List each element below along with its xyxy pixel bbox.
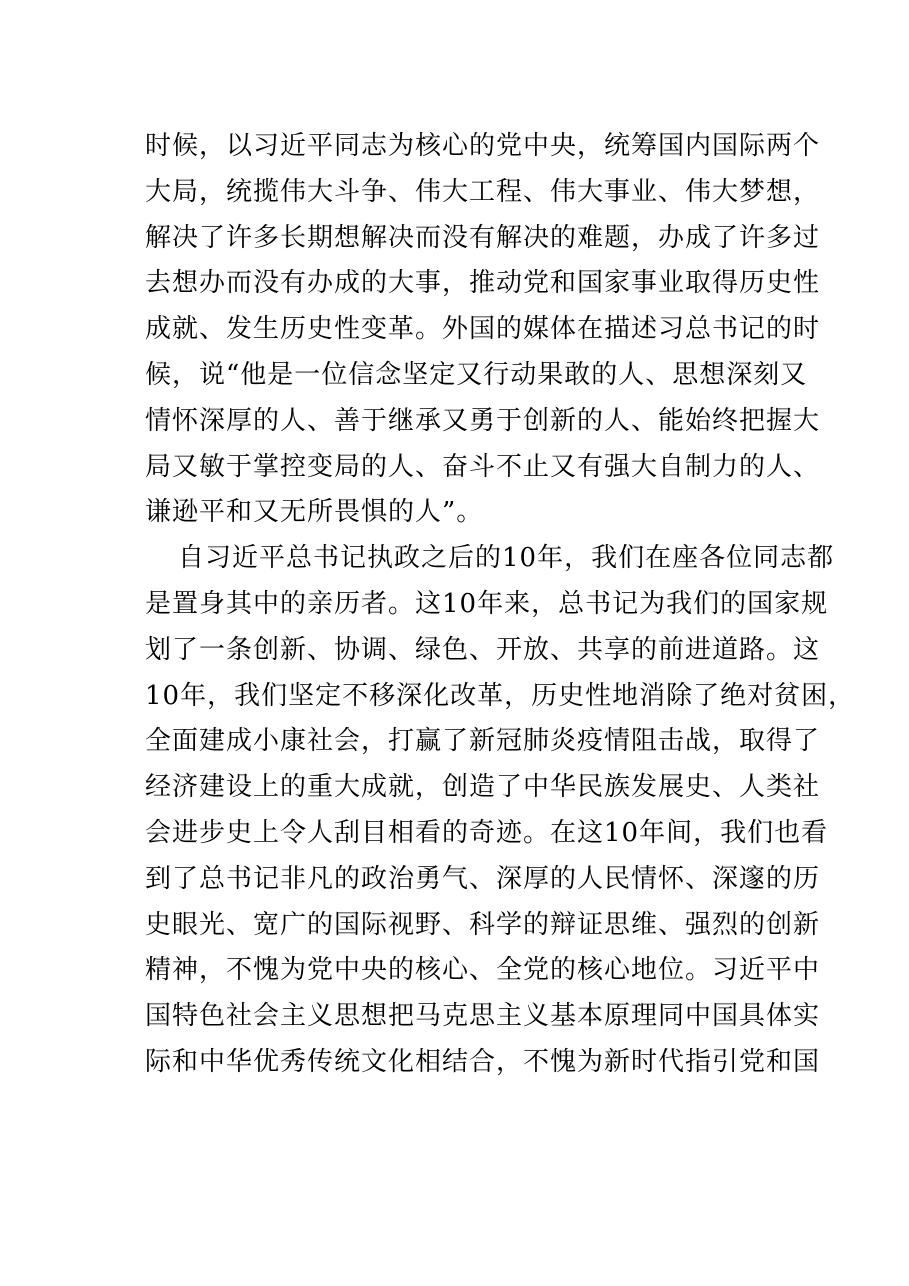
text-line: 去想办而没有办成的大事，推动党和国家事业取得历史性 (145, 268, 821, 299)
text-line: 国特色社会主义思想把马克思主义基本原理同中国具体实 (145, 1001, 821, 1032)
text-line: 局又敏于掌控变局的人、奋斗不止又有强大自制力的人、 (145, 451, 821, 482)
text-line: 成就、发生历史性变革。外国的媒体在描述习总书记的时 (145, 314, 821, 345)
text-line: 划了一条创新、协调、绿色、开放、共享的前进道路。这 (145, 634, 821, 665)
text-line: 到了总书记非凡的政治勇气、深厚的人民情怀、深邃的历 (145, 863, 821, 894)
text-line: 史眼光、宽广的国际视野、科学的辩证思维、强烈的创新 (145, 909, 821, 940)
text-line: 是置身其中的亲历者。这10年来，总书记为我们的国家规 (145, 588, 829, 619)
paragraph-1 (145, 124, 821, 536)
text-line: 自习近平总书记执政之后的10年，我们在座各位同志都 (178, 543, 835, 574)
text-line: 全面建成小康社会，打赢了新冠肺炎疫情阻击战，取得了 (145, 726, 821, 757)
text-line: 精神，不愧为党中央的核心、全党的核心地位。习近平中 (145, 955, 821, 986)
text-line: 解决了许多长期想解决而没有解决的难题，办成了许多过 (145, 222, 821, 253)
text-line: 际和中华优秀传统文化相结合，不愧为新时代指引党和国 (145, 1046, 821, 1077)
text-line: 会进步史上令人刮目相看的奇迹。在这10年间，我们也看 (145, 817, 829, 848)
text-line: 谦逊平和又无所畏惧的人”。 (145, 497, 484, 528)
body-text (145, 124, 856, 1086)
text-line: 10年，我们坚定不移深化改革，历史性地消除了绝对贫困， (145, 680, 856, 711)
text-line: 情怀深厚的人、善于继承又勇于创新的人、能始终把握大 (145, 405, 821, 436)
text-line: 大局，统揽伟大斗争、伟大工程、伟大事业、伟大梦想， (145, 176, 821, 207)
paragraph-2 (145, 536, 856, 1086)
text-line: 候，说“他是一位信念坚定又行动果敢的人、思想深刻又 (145, 359, 808, 390)
text-line: 经济建设上的重大成就，创造了中华民族发展史、人类社 (145, 772, 821, 803)
text-line: 时候，以习近平同志为核心的党中央，统筹国内国际两个 (145, 131, 821, 161)
